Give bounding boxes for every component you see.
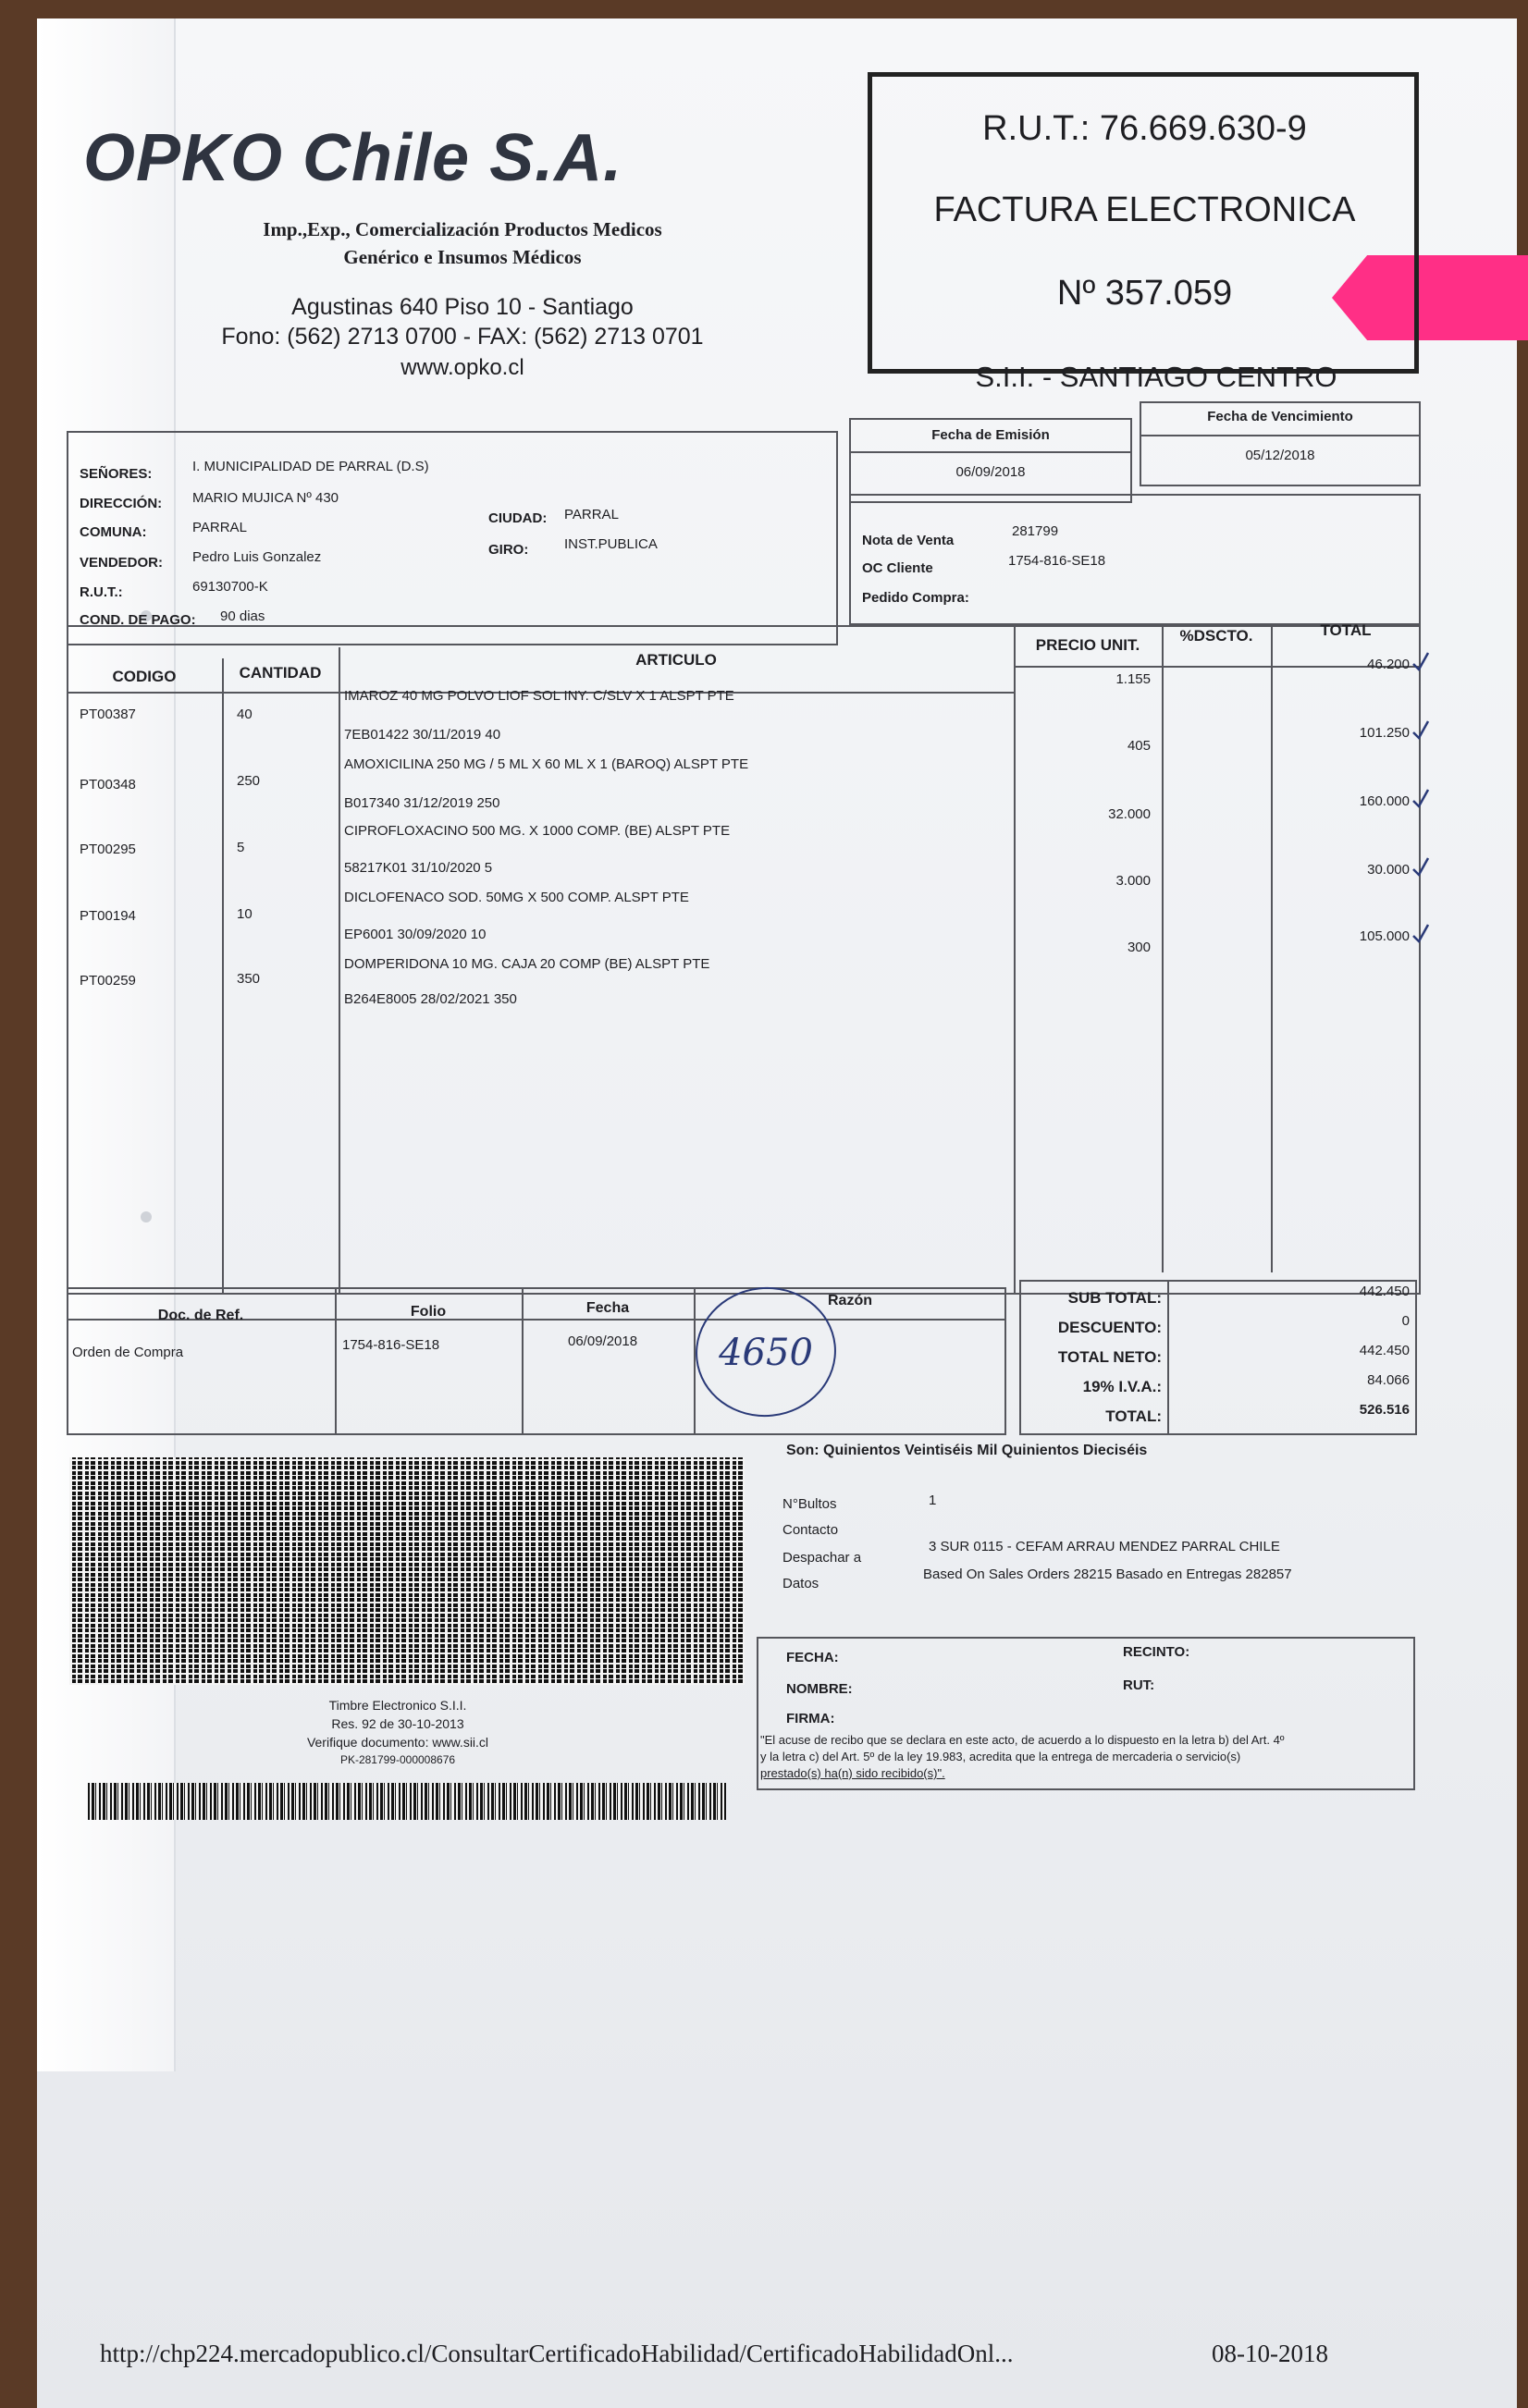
row-2-lote: B017340 31/12/2019 250: [344, 795, 500, 811]
despachar-label: Despachar a: [782, 1550, 862, 1566]
row-1-precio: 1.155: [1115, 671, 1151, 687]
comuna-label: COMUNA:: [80, 524, 147, 540]
ciudad-label: CIUDAD:: [488, 510, 548, 526]
company-tagline-1: Imp.,Exp., Comercialización Productos Medicos: [263, 218, 662, 240]
col-header-articulo: ARTICULO: [635, 651, 717, 669]
pen-check-marks: [1411, 647, 1439, 952]
emision-value: 06/09/2018: [955, 464, 1026, 480]
total-neto-label: TOTAL NETO:: [1057, 1348, 1162, 1366]
company-web: www.opko.cl: [400, 355, 524, 380]
receipt-legal-line-2: y la letra c) del Art. 5º de la ley 19.983, acredita que la entrega de mercaderia o servicio(s): [760, 1750, 1241, 1763]
direccion-value: MARIO MUJICA Nº 430: [192, 490, 339, 506]
footer-date: 08-10-2018: [1212, 2340, 1328, 2367]
col-header-total: TOTAL: [1320, 621, 1372, 639]
row-3-lote: 58217K01 31/10/2020 5: [344, 860, 493, 876]
company-tagline-2: Genérico e Insumos Médicos: [343, 246, 582, 268]
ref-folio-value: 1754-816-SE18: [342, 1337, 440, 1353]
row-3-precio: 32.000: [1108, 806, 1151, 822]
receipt-recinto-label: RECINTO:: [1123, 1644, 1190, 1660]
rut-label: R.U.T.:: [80, 584, 123, 600]
senores-value: I. MUNICIPALIDAD DE PARRAL (D.S): [192, 459, 429, 474]
receipt-legal-line-1: "El acuse de recibo que se declara en este acto, de acuerdo a lo dispuesto en la letra b) del Art. 4º: [760, 1733, 1285, 1747]
row-1-cantidad: 40: [237, 706, 253, 722]
senores-label: SEÑORES:: [80, 466, 153, 482]
pdf417-barcode: [69, 1457, 745, 1685]
timbre-line-3: Verifique documento: www.sii.cl: [306, 1735, 489, 1750]
row-4-lote: EP6001 30/09/2020 10: [344, 927, 487, 942]
amount-in-words: Son: Quinientos Veintiséis Mil Quinientos Dieciséis: [786, 1443, 1148, 1458]
col-header-precio: PRECIO UNIT.: [1035, 636, 1140, 654]
subtotal-value: 442.450: [1359, 1284, 1410, 1299]
descuento-label: DESCUENTO:: [1057, 1319, 1162, 1336]
row-5-cantidad: 350: [237, 971, 261, 987]
row-2-descripcion: AMOXICILINA 250 MG / 5 ML X 60 ML X 1 (BAROQ) ALSPT PTE: [344, 756, 749, 772]
iva-label: 19% I.V.A.:: [1082, 1378, 1162, 1395]
cond-pago-value: 90 dias: [220, 608, 265, 624]
vendedor-value: Pedro Luis Gonzalez: [192, 549, 322, 565]
total-neto-value: 442.450: [1359, 1343, 1410, 1358]
receipt-rut-label: RUT:: [1123, 1677, 1155, 1693]
row-3-total: 160.000: [1359, 793, 1410, 809]
datos-value: Based On Sales Orders 28215 Basado en Entregas 282857: [923, 1566, 1292, 1582]
row-3-descripcion: CIPROFLOXACINO 500 MG. X 1000 COMP. (BE) ALSPT PTE: [344, 823, 731, 839]
company-address: Agustinas 640 Piso 10 - Santiago: [291, 294, 634, 320]
total-value: 526.516: [1359, 1402, 1410, 1418]
col-header-dscto: %DSCTO.: [1179, 627, 1253, 645]
receipt-firma-label: FIRMA:: [786, 1711, 835, 1726]
pedido-compra-label: Pedido Compra:: [862, 590, 969, 606]
bultos-label: N°Bultos: [782, 1496, 837, 1512]
row-2-total: 101.250: [1359, 725, 1410, 741]
timbre-line-1: Timbre Electronico S.I.I.: [328, 1698, 467, 1713]
company-phone: Fono: (562) 2713 0700 - FAX: (562) 2713 0701: [221, 324, 704, 350]
giro-label: GIRO:: [488, 542, 529, 558]
row-1-lote: 7EB01422 30/11/2019 40: [344, 727, 501, 743]
sii-office: S.I.I. - SANTIAGO CENTRO: [975, 361, 1337, 393]
row-1-codigo: PT00387: [80, 706, 136, 722]
document-type: FACTURA ELECTRONICA: [933, 190, 1356, 229]
total-label: TOTAL:: [1105, 1407, 1162, 1425]
row-5-codigo: PT00259: [80, 973, 136, 989]
row-5-precio: 300: [1127, 940, 1151, 955]
ref-header-razon: Razón: [828, 1293, 872, 1308]
nota-venta-label: Nota de Venta: [862, 533, 955, 548]
receipt-legal-line-3: prestado(s) ha(n) sido recibido(s)".: [760, 1766, 945, 1780]
oc-cliente-value: 1754-816-SE18: [1008, 553, 1106, 569]
ref-doc-value: Orden de Compra: [72, 1345, 184, 1360]
receipt-fecha-label: FECHA:: [786, 1650, 839, 1665]
direccion-label: DIRECCIÓN:: [80, 496, 163, 511]
linear-barcode: [88, 1783, 726, 1820]
timbre-line-4: PK-281799-000008676: [339, 1753, 456, 1766]
row-4-codigo: PT00194: [80, 908, 136, 924]
document-number: Nº 357.059: [1056, 274, 1233, 313]
row-4-descripcion: DICLOFENACO SOD. 50MG X 500 COMP. ALSPT PTE: [344, 890, 689, 905]
row-4-cantidad: 10: [237, 906, 253, 922]
row-1-descripcion: IMAROZ 40 MG POLVO LIOF SOL INY. C/SLV X 1 ALSPT PTE: [344, 688, 734, 704]
iva-value: 84.066: [1367, 1372, 1410, 1388]
timbre-line-2: Res. 92 de 30-10-2013: [331, 1716, 464, 1731]
row-3-codigo: PT00295: [80, 842, 136, 857]
row-1-total: 46.200: [1367, 657, 1410, 672]
despachar-value: 3 SUR 0115 - CEFAM ARRAU MENDEZ PARRAL CHILE: [929, 1539, 1280, 1554]
ref-header-folio: Folio: [410, 1304, 447, 1320]
items-table: [67, 625, 1421, 1295]
handwritten-note: 4650: [719, 1332, 813, 1374]
ciudad-value: PARRAL: [564, 507, 619, 522]
ref-header-doc: Doc. de Ref.: [157, 1308, 244, 1323]
bultos-value: 1: [929, 1493, 937, 1508]
vencimiento-value: 05/12/2018: [1245, 448, 1315, 463]
row-2-cantidad: 250: [237, 773, 261, 789]
oc-cliente-label: OC Cliente: [862, 560, 933, 576]
receipt-nombre-label: NOMBRE:: [786, 1681, 853, 1697]
row-4-precio: 3.000: [1115, 873, 1151, 889]
footer-url: http://chp224.mercadopublico.cl/ConsultarCertificadoHabilidad/CertificadoHabilidadOnl...: [100, 2340, 1014, 2367]
row-4-total: 30.000: [1367, 862, 1410, 878]
company-logo: OPKO Chile S.A.: [83, 121, 623, 195]
comuna-value: PARRAL: [192, 520, 247, 535]
contacto-label: Contacto: [782, 1522, 839, 1538]
subtotal-label: SUB TOTAL:: [1067, 1289, 1162, 1307]
datos-label: Datos: [782, 1576, 819, 1591]
ref-header-fecha: Fecha: [585, 1300, 630, 1316]
col-header-cantidad: CANTIDAD: [239, 664, 322, 682]
row-5-descripcion: DOMPERIDONA 10 MG. CAJA 20 COMP (BE) ALSPT PTE: [344, 956, 710, 972]
rut-value: 69130700-K: [192, 579, 268, 595]
row-2-precio: 405: [1127, 738, 1151, 754]
emision-label: Fecha de Emisión: [931, 427, 1050, 443]
vendedor-label: VENDEDOR:: [80, 555, 164, 571]
issuer-rut: R.U.T.: 76.669.630-9: [982, 109, 1307, 148]
giro-value: INST.PUBLICA: [564, 536, 658, 552]
cond-pago-label: COND. DE PAGO:: [80, 612, 196, 628]
row-3-cantidad: 5: [237, 840, 245, 855]
descuento-value: 0: [1401, 1313, 1410, 1329]
col-header-codigo: CODIGO: [112, 668, 177, 685]
nota-venta-value: 281799: [1012, 523, 1059, 539]
row-5-lote: B264E8005 28/02/2021 350: [344, 991, 517, 1007]
ref-fecha-value: 06/09/2018: [568, 1333, 638, 1349]
vencimiento-label: Fecha de Vencimiento: [1207, 409, 1353, 424]
row-2-codigo: PT00348: [80, 777, 136, 792]
row-5-total: 105.000: [1359, 928, 1410, 944]
